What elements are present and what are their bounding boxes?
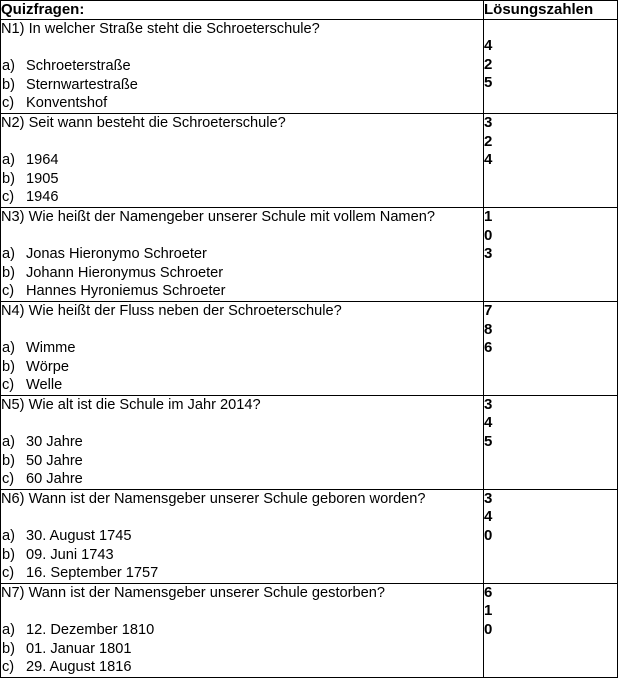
option-label: 30 Jahre: [26, 434, 83, 451]
column-header-questions: Quizfragen:: [1, 1, 484, 20]
solution-number: 1: [484, 207, 493, 225]
option-letter: b): [2, 264, 15, 281]
answer-option: [1, 94, 483, 113]
solution-number: 6: [484, 339, 493, 357]
option-letter: c): [2, 95, 15, 112]
solution-number: 4: [484, 151, 493, 169]
question-text: N7) Wann ist der Namensgeber unserer Schule gestorben?: [1, 584, 385, 601]
question-spacer: [1, 414, 483, 433]
solution-number: 3: [484, 113, 493, 131]
option-letter: c): [2, 283, 15, 300]
option-label: Johann Hieronymus Schroeter: [26, 264, 224, 281]
answer-option: [1, 282, 483, 301]
answer-option: [1, 339, 483, 358]
option-label: Wörpe: [26, 358, 69, 375]
option-label: Welle: [26, 377, 63, 394]
solution-number: 0: [484, 527, 493, 545]
option-label: Wimme: [26, 340, 76, 357]
answer-option: [1, 433, 483, 452]
option-label: 1964: [26, 152, 59, 169]
solution-number: 4: [484, 37, 493, 54]
option-label: Schroeterstraße: [26, 58, 131, 75]
option-label: Konventshof: [26, 95, 108, 112]
solution-number: 3: [484, 395, 493, 413]
option-letter: c): [2, 565, 15, 582]
option-letter: c): [2, 377, 15, 394]
option-letter: b): [2, 640, 15, 657]
solution-number: 8: [484, 320, 493, 338]
solution-number: 6: [484, 583, 493, 601]
question-spacer: [1, 602, 483, 621]
solution-number: 1: [484, 602, 493, 620]
answer-option: [1, 376, 483, 395]
answer-option: [1, 245, 483, 264]
solution-number: 0: [484, 621, 493, 638]
answer-cell: [484, 583, 618, 677]
quiz-body: [1, 20, 618, 678]
answer-option: [1, 264, 483, 283]
solution-number: 2: [484, 55, 493, 73]
answer-cell: [484, 489, 618, 583]
question-text: N5) Wie alt ist die Schule im Jahr 2014?: [1, 396, 261, 413]
option-letter: a): [2, 528, 15, 545]
option-label: 1946: [26, 189, 59, 206]
solution-number: 4: [484, 508, 493, 526]
option-label: Jonas Hieronymo Schroeter: [26, 246, 207, 263]
question-text: N6) Wann ist der Namensgeber unserer Schule geboren worden?: [1, 490, 426, 507]
question-row: [1, 301, 618, 395]
answer-cell: [484, 301, 618, 395]
option-label: Sternwartestraße: [26, 76, 138, 93]
question-row: [1, 207, 618, 301]
answer-cell: [484, 207, 618, 301]
option-letter: a): [2, 58, 15, 75]
answer-option: [1, 358, 483, 377]
solution-number: 2: [484, 132, 493, 150]
answer-option: [1, 621, 483, 640]
option-letter: a): [2, 434, 15, 451]
question-spacer: [1, 508, 483, 527]
option-label: 09. Juni 1743: [26, 546, 114, 563]
option-letter: a): [2, 340, 15, 357]
question-cell: [1, 583, 484, 677]
option-letter: b): [2, 170, 15, 187]
option-letter: b): [2, 358, 15, 375]
option-label: 01. Januar 1801: [26, 640, 132, 657]
solution-number: 0: [484, 226, 493, 244]
solution-number: 7: [484, 301, 493, 319]
option-letter: b): [2, 76, 15, 93]
solution-number: 5: [484, 433, 493, 451]
question-cell: [1, 301, 484, 395]
option-label: 60 Jahre: [26, 471, 83, 488]
answer-option: [1, 452, 483, 471]
answer-cell: [484, 113, 618, 207]
question-text: N2) Seit wann besteht die Schroeterschule?: [1, 114, 286, 131]
answer-option: [1, 151, 483, 170]
option-label: 16. September 1757: [26, 565, 159, 582]
option-letter: c): [2, 189, 15, 206]
option-letter: a): [2, 152, 15, 169]
option-label: Hannes Hyroniemus Schroeter: [26, 283, 226, 300]
answer-option: [1, 57, 483, 76]
answer-option: [1, 527, 483, 546]
question-cell: [1, 489, 484, 583]
option-letter: b): [2, 452, 15, 469]
answer-option: [1, 170, 483, 189]
option-label: 50 Jahre: [26, 452, 83, 469]
column-header-solution-numbers: Lösungszahlen: [484, 1, 618, 20]
answer-option: [1, 658, 483, 677]
solution-number: 3: [484, 245, 493, 263]
question-text: N1) In welcher Straße steht die Schroeterschule?: [1, 21, 320, 37]
option-label: 1905: [26, 170, 59, 187]
question-cell: [1, 113, 484, 207]
question-row: [1, 113, 618, 207]
option-label: 30. August 1745: [26, 528, 132, 545]
solution-number: 3: [484, 489, 493, 507]
option-label: 29. August 1816: [26, 659, 132, 676]
option-label: 12. Dezember 1810: [26, 622, 155, 638]
header-row: [1, 1, 618, 20]
answer-option: [1, 640, 483, 659]
answer-cell: [484, 395, 618, 489]
question-row: [1, 395, 618, 489]
solution-number: 4: [484, 414, 493, 432]
question-cell: [1, 20, 484, 114]
answer-option: [1, 564, 483, 583]
question-row: [1, 20, 618, 114]
question-spacer: [1, 321, 483, 340]
question-cell: [1, 207, 484, 301]
option-letter: a): [2, 246, 15, 263]
solution-number: 5: [484, 74, 493, 92]
question-spacer: [1, 227, 483, 246]
answer-option: [1, 546, 483, 565]
question-row: [1, 583, 618, 677]
answer-option: [1, 470, 483, 489]
question-cell: [1, 395, 484, 489]
question-text: N3) Wie heißt der Namengeber unserer Schule mit vollem Namen?: [1, 208, 435, 225]
answer-cell: [484, 20, 618, 114]
option-letter: a): [2, 622, 15, 638]
option-letter: b): [2, 546, 15, 563]
question-spacer: [1, 133, 483, 152]
question-row: [1, 489, 618, 583]
answer-option: [1, 188, 483, 207]
option-letter: c): [2, 471, 15, 488]
answer-option: [1, 76, 483, 95]
option-letter: c): [2, 659, 15, 676]
question-text: N4) Wie heißt der Fluss neben der Schroeterschule?: [1, 302, 342, 319]
question-spacer: [1, 39, 483, 58]
